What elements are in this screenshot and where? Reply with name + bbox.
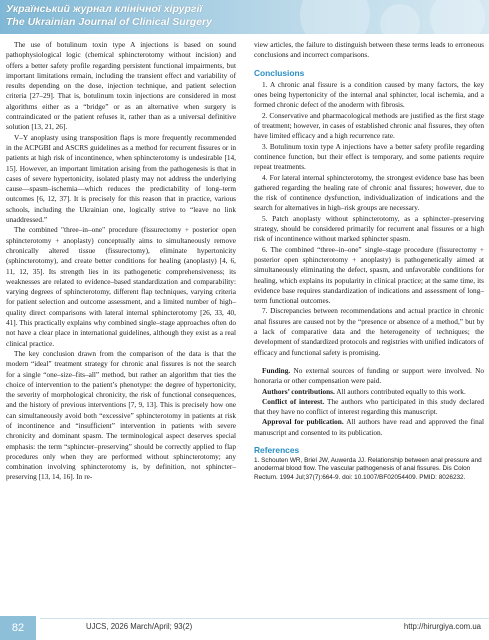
conclusions-heading: Conclusions (254, 67, 305, 78)
authors-label: Authors’ contributions. (262, 386, 335, 396)
journal-issue: UJCS, 2026 March/April; 93(2) (86, 622, 193, 631)
page-number: 82 (0, 616, 36, 640)
conclusion-item: 2. Conservative and pharmacological methods are justified as the first stage of treatment; however, in cases of established chronic anal fissures, they often have limited efficacy and a high recurrence rate. (254, 110, 484, 141)
approval-text: All authors have read and approved the final manuscript and consented to its publication. (254, 417, 485, 437)
journal-title-english: The Ukrainian Journal of Clinical Surgery (6, 16, 212, 28)
journal-header (0, 0, 489, 34)
funding-label: Funding. (262, 365, 291, 375)
approval-label: Approval for publication. (262, 417, 344, 427)
conclusion-item: 7. Discrepancies between recommendations and actual practice in chronic anal fissures are caused not by the “presence or absence of a method,” but by a lack of comparative data and the heterogeneity of techniques; the development of standardized protocols and registries with unified indicators of efficacy and functional safety is promising. (254, 306, 484, 357)
conclusion-item: 4. For lateral internal sphincterotomy, the strongest evidence base has been gathered regarding the healing rate of chronic anal fissures; however, due to the risk of continence dysfunction, individualization of indications and the search for alternatives in high–risk groups are necessary. (254, 172, 484, 213)
reference-item: 1. Schouten WR, Briel JW, Auwerda JJ. Relationship between anal pressure and anodermal blood flow. The vascular pathogenesis of anal fissures. Dis Colon Rectum. 1994 Jul;37(7):664-9. doi: 10.1007/BF02054409. PMID: 8026232. (254, 457, 482, 481)
body-paragraph: The use of botulinum toxin type A injections is based on sound pathophysiological logic (chemical sphincterotomy without incision) and offers a better safety profile regarding persistent functional impairments, but important limitations remain, including the transient effect and variability of results depending on the dose, injection technique, and patient selection criteria [27–29]. That is, botulinum toxin injections are considered in most algorithms either as a “bridge” or as an alternative when surgery is contraindicated or the patient refuses it, rather than as a universal definitive solution [13, 21, 26]. (6, 40, 236, 132)
conclusion-item: 3. Botulinum toxin type A injections have a better safety profile regarding continence function, but their effect is temporary, and some patients require repeat treatments. (254, 141, 484, 172)
funding-statement (254, 366, 484, 387)
journal-url-link[interactable]: http://hirurgiya.com.ua (403, 622, 481, 631)
authors-contributions-statement (254, 387, 484, 397)
header-decoration (380, 4, 420, 34)
funding-text: No external sources of funding or support were involved. No honoraria or other compensation were paid. (254, 365, 484, 386)
page-footer (0, 616, 489, 640)
body-paragraph: The combined "three–in–one" procedure (fissurectomy + posterior open sphincterotomy + anoplasty) conceptually aims to simultaneously remove chronically altered tissue (fissurectomy), eliminate hypertonicity (sphincterotomy), and create better conditions for healing (anoplasty) [4, 6, 11, 12, 35]. Its strength lies in its pathogenetic comprehensiveness; its weaknesses are related to evidence–based standardization and comparability: varying degrees of sphincterotomy, different flap techniques, varying criteria for patient selection and outcome assessment, and a limited number of high–quality direct comparisons with lateral internal sphincterotomy [26, 33, 40, 41]. This practically explains why combined single–stage approaches often do not have a clear place in international guidelines, although they exist as a real clinical practice. (6, 225, 236, 348)
header-decoration (430, 0, 485, 34)
approval-statement (254, 417, 484, 438)
conclusion-item: 1. A chronic anal fissure is a condition caused by many factors, the key ones being hypertonicity of the internal anal sphincter, local ischemia, and a formed chronic defect of the anoderm with fibrosis. (254, 79, 484, 110)
right-column (254, 40, 484, 482)
body-paragraph: view articles, the failure to distinguish between these terms leads to erroneous conclusions and incorrect comparisons. (254, 40, 484, 60)
references-heading: References (254, 444, 300, 455)
footer-divider (40, 618, 489, 619)
conclusion-item: 6. The combined “three–in–one” single–stage procedure (fissurectomy + posterior open sphincterotomy + anoplasty) is pathogenetically aimed at simultaneously eliminating the defect, spasm, and unfavorable conditions for healing, which explains its popularity in clinical practice; at the same time, its evidence base requires standardization of indications and assessment of long–term functional outcomes. (254, 244, 484, 306)
authors-text: All authors contributed equally to this work. (336, 386, 466, 396)
header-decoration (300, 0, 370, 34)
journal-title-ukrainian: Український журнал клінічної хірургії (6, 3, 203, 15)
conflict-of-interest-statement (254, 397, 484, 418)
body-paragraph: The key conclusion drawn from the comparison of the data is that the modern “ideal” treatment strategy for chronic anal fissures is not the search for a single “one–size–fits–all” method, but rather an algorithm that ties the choice of intervention to the patient’s phenotype: the degree of hypertonicity, the severity of morphological chronicity, the risk of functional consequences, and the history of previous interventions [7, 9, 13]. This is precisely how one can simultaneously avoid both “excessive” sphincterotomy in patients at risk of incontinence and “insufficient” intervention in patients with severe chronicity and dominant spasm. The terminological aspect deserves special emphasis: the term “sphincter–preserving” should be correctly applied to flap procedures only when they are performed without sphincterotomy; any combination involving sphincterotomy is, by definition, not sphincter–preserving [13, 14, 16]. In re- (6, 348, 236, 482)
conclusion-item: 5. Patch anoplasty without sphincterotomy, as a sphincter–preserving strategy, should be considered primarily for recurrent anal fissures or a high risk of incontinence without marked sphincter spasm. (254, 213, 484, 244)
conflict-text: The authors who participated in this study declared that they have no conflict of interest regarding this manuscript. (254, 396, 484, 417)
left-column (6, 40, 236, 483)
body-paragraph: V–Y anoplasty using transposition flaps is more frequently recommended in the ACPGBI and ASCRS guidelines as a method for recurrent fissures or in patients at high risk of incontinence, when sphincterotomy is undesirable [14, 15]. However, an important limitation arising from the pathogenesis is that in cases of severe hypertonicity, isolated plasty may not address the underlying cause—spasm–ischemia—which reduces the predictability of long–term outcomes [6, 12, 37]. It is precisely for this reason that in practice, various schools, including the Ukrainian one, logically strive to “leave no link unaddressed.” (6, 132, 236, 225)
conflict-label: Conflict of interest. (262, 396, 325, 406)
